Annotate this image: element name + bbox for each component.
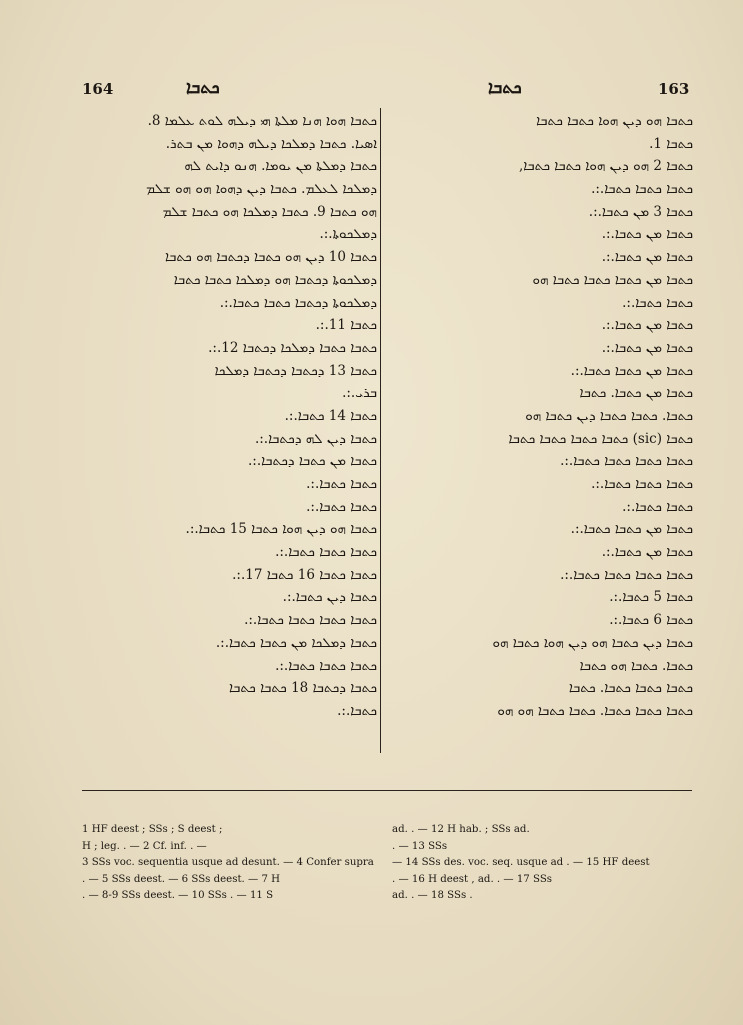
- text-line: ܐܣܝܐ. ܟܬܒܐ ܕܡܠܟܐ ܕܝܠܗ ܕܗܘܐ ܡܢ ܒܬܪ.: [165, 135, 377, 152]
- right-text-column: [398, 110, 693, 750]
- right-footnotes: [392, 822, 692, 942]
- footnote-line: 3 SSs voc. sequentia usque ad desunt. — 4 Confer supra: [82, 857, 374, 868]
- text-line: ܟܬܒܐ 13 ܕܟܬܒܐ ܕܟܬܒܐ ܕܡܠܟܐ: [214, 362, 377, 379]
- text-line: ܕܡܠܟܐ ܠܥܠܡ. ܟܬܒܐ ܕܝܢ ܕܗܘܐ ܗܘ ܗܘ ܫܠܡ: [146, 181, 377, 198]
- left-page-number: 164: [82, 80, 114, 98]
- text-line: ܟܬܒܐ ܗܘܐ ܗܢܐ ܡܠܬܐ ܗܝ ܕܝܠܗ ܠܘܬ ܥܠܡܐ 8.: [147, 113, 377, 129]
- text-line: ܟܬܒܐ ܡܢ ܟܬܒܐ.:.: [601, 249, 693, 266]
- footnote-line: H ; leg. . — 2 Cf. inf. . —: [82, 840, 207, 852]
- text-line: ܟܬܒܐ 6 ܟܬܒܐ.:.: [609, 612, 693, 629]
- text-line: ܟܬܒܐ ܟܬܒܐ ܟܬܒܐ. ܟܬܒܐ: [568, 680, 693, 697]
- text-line: ܕܡܠܟܘܬܐ.:.: [319, 226, 377, 243]
- text-line: ܟܬܒܐ 2 ܗܘ ܕܝܢ ܗܘܐ ܟܬܒܐ ܟܬܒܐ,: [518, 158, 693, 175]
- text-line: ܟܬܒܐ ܡܢ ܟܬܒܐ ܟܬܒܐ.:.: [570, 362, 693, 379]
- text-line: ܟܬܒܐ ܡܢ ܟܬܒܐ ܟܬܒܐ ܟܬܒܐ ܗܘ: [532, 271, 693, 288]
- footnote-line: . — 5 SSs deest. — 6 SSs deest. — 7 H: [82, 873, 281, 885]
- text-line: ܟܬܒܐ ܟܬܒܐ ܟܬܒܐ ܟܬܒܐ.:.: [560, 453, 693, 470]
- text-line: ܟܬܒܐ ܡܢ ܟܬܒܐ ܟܬܒܐ.:.: [570, 521, 693, 538]
- text-line: ܟܬܒܐ. ܟܬܒܐ ܗܘ ܟܬܒܐ: [579, 657, 693, 674]
- text-line: ܟܬܒܐ 3 ܡܢ ܟܬܒܐ.:.: [588, 203, 693, 220]
- text-line: ܟܬܒܐ ܡܢ ܟܬܒܐ ܕܟܬܒܐ.:.: [248, 453, 377, 470]
- text-line: ܟܬܒܐ. ܟܬܒܐ ܟܬܒܐ ܕܝܢ ܟܬܒܐ ܗܘ: [525, 407, 693, 424]
- text-line: ܟܬܒܐ ܟܬܒܐ 16 ܟܬܒܐ 17.:.: [232, 566, 377, 583]
- text-line: ܟܬܒܐ 1.: [649, 135, 693, 152]
- text-line: ܟܬܒܐ.:.: [337, 702, 377, 719]
- text-line: ܟܬܒܐ ܟܬܒܐ ܟܬܒܐ.:.: [591, 476, 693, 492]
- right-running-title: ܟܬܒܐ: [488, 78, 522, 98]
- text-line: ܟܬܒܐ ܟܬܒܐ.:.: [306, 498, 377, 515]
- footnote-line: — 14 SSs des. voc. seq. usque ad . — 15 HF deest: [392, 857, 650, 868]
- text-line: ܟܬܒܐ ܗܘ ܕܝܢ ܗܘܐ ܟܬܒܐ 15 ܟܬܒܐ.:.: [185, 521, 377, 538]
- text-line: ܟܬܒܐ ܟܬܒܐ ܟܬܒܐ ܟܬܒܐ.:.: [244, 612, 377, 629]
- column-divider: [380, 108, 381, 753]
- text-line: ܟܬܒܐ ܡܢ ܟܬܒܐ.:.: [601, 226, 693, 243]
- text-line: ܟܬܒܐ ܡܢ ܟܬܒܐ.:.: [601, 544, 693, 561]
- text-line: ܟܬܒܐ ܡܢ ܟܬܒܐ.:.: [601, 317, 693, 334]
- text-line: ܟܬܒܐ 11.:.: [315, 317, 377, 334]
- text-line: ܟܬܒܐ ܟܬܒܐ ܟܬܒܐ.:.: [275, 544, 377, 561]
- text-line: ܟܬܒܐ ܟܬܒܐ ܟܬܒܐ. ܟܬܒܐ ܟܬܒܐ ܗܘ ܗܘ: [497, 702, 693, 719]
- text-line: ܟܬܒܐ ܕܝܢ ܠܗ ܕܟܬܒܐ.:.: [254, 430, 377, 447]
- text-line: ܟܬܒܐ ܡܢ ܟܬܒܐ.:.: [601, 339, 693, 356]
- text-line: ܟܬܒܐ ܟܬܒܐ ܟܬܒܐ ܟܬܒܐ.:.: [560, 566, 693, 583]
- text-line: ܒܪܝ.:.: [342, 385, 377, 402]
- text-line: ܕܡܠܟܘܬܐ ܕܟܬܒܐ ܟܬܒܐ ܟܬܒܐ.:.: [219, 294, 377, 311]
- footnote-line: 1 HF deest ; SSs ; S deest ;: [82, 824, 223, 835]
- text-line: ܟܬܒܐ (sic) ܟܬܒܐ ܟܬܒܐ ܟܬܒܐ ܟܬܒܐ: [508, 430, 693, 447]
- text-line: ܟܬܒܐ ܕܡܠܬܐ ܡܢ ܝܘܡܐ. ܗܢܘ ܕܐܝܬ ܠܗ: [184, 158, 377, 175]
- footnote-line: . — 13 SSs: [392, 840, 448, 852]
- text-line: ܟܬܒܐ ܟܬܒܐ.:.: [622, 498, 693, 515]
- text-line: ܟܬܒܐ ܟܬܒܐ ܕܡܠܟܐ ܕܟܬܒܐ 12.:.: [208, 339, 377, 356]
- text-line: ܟܬܒܐ ܡܢ ܟܬܒܐ. ܟܬܒܐ: [579, 385, 693, 402]
- text-line: ܟܬܒܐ 10 ܕܝܢ ܗܘ ܟܬܒܐ ܕܟܬܒܐ ܗܘ ܟܬܒܐ: [165, 249, 377, 266]
- footnote-line: . — 8-9 SSs deest. — 10 SSs . — 11 S: [82, 890, 274, 901]
- left-footnotes: [82, 822, 382, 942]
- text-line: ܟܬܒܐ ܕܝܢ ܟܬܒܐ.:.: [282, 589, 377, 606]
- text-line: ܟܬܒܐ ܕܟܬܒܐ 18 ܟܬܒܐ ܟܬܒܐ: [229, 680, 377, 697]
- text-line: ܟܬܒܐ ܟܬܒܐ ܟܬܒܐ.:.: [275, 657, 377, 674]
- text-line: ܟܬܒܐ ܕܝܢ ܟܬܒܐ ܗܘ ܕܝܢ ܗܘܐ ܟܬܒܐ ܗܘ: [492, 634, 693, 651]
- text-line: ܟܬܒܐ ܗܘ ܕܝܢ ܗܘܐ ܟܬܒܐ ܟܬܒܐ: [536, 113, 693, 129]
- text-line: ܟܬܒܐ ܟܬܒܐ ܟܬܒܐ.:.: [591, 181, 693, 198]
- footnote-line: . — 16 H deest , ad. . — 17 SSs: [392, 873, 553, 885]
- text-line: ܟܬܒܐ ܟܬܒܐ.:.: [622, 294, 693, 311]
- text-line: ܟܬܒܐ ܟܬܒܐ.:.: [306, 476, 377, 492]
- text-line: ܗܘ ܟܬܒܐ 9. ܟܬܒܐ ܕܡܠܟܐ ܗܘ ܟܬܒܐ ܫܠܡ: [162, 203, 377, 220]
- text-line: ܕܡܠܟܘܬܐ ܕܟܬܒܐ ܗܘ ܕܡܠܟܐ ܟܬܒܐ ܟܬܒܐ: [173, 271, 377, 288]
- right-page-number: 163: [658, 80, 690, 98]
- footnote-rule: [82, 790, 692, 791]
- footnote-line: ad. . — 18 SSs .: [392, 890, 473, 901]
- text-line: ܟܬܒܐ ܕܡܠܟܐ ܡܢ ܟܬܒܐ ܟܬܒܐ.:.: [215, 634, 377, 651]
- left-text-column: [82, 110, 377, 750]
- left-running-title: ܟܬܒܐ: [186, 78, 220, 98]
- footnote-line: ad. . — 12 H hab. ; SSs ad.: [392, 824, 530, 835]
- text-line: ܟܬܒܐ 5 ܟܬܒܐ.:.: [609, 589, 693, 606]
- text-line: ܟܬܒܐ 14 ܟܬܒܐ.:.: [284, 407, 377, 424]
